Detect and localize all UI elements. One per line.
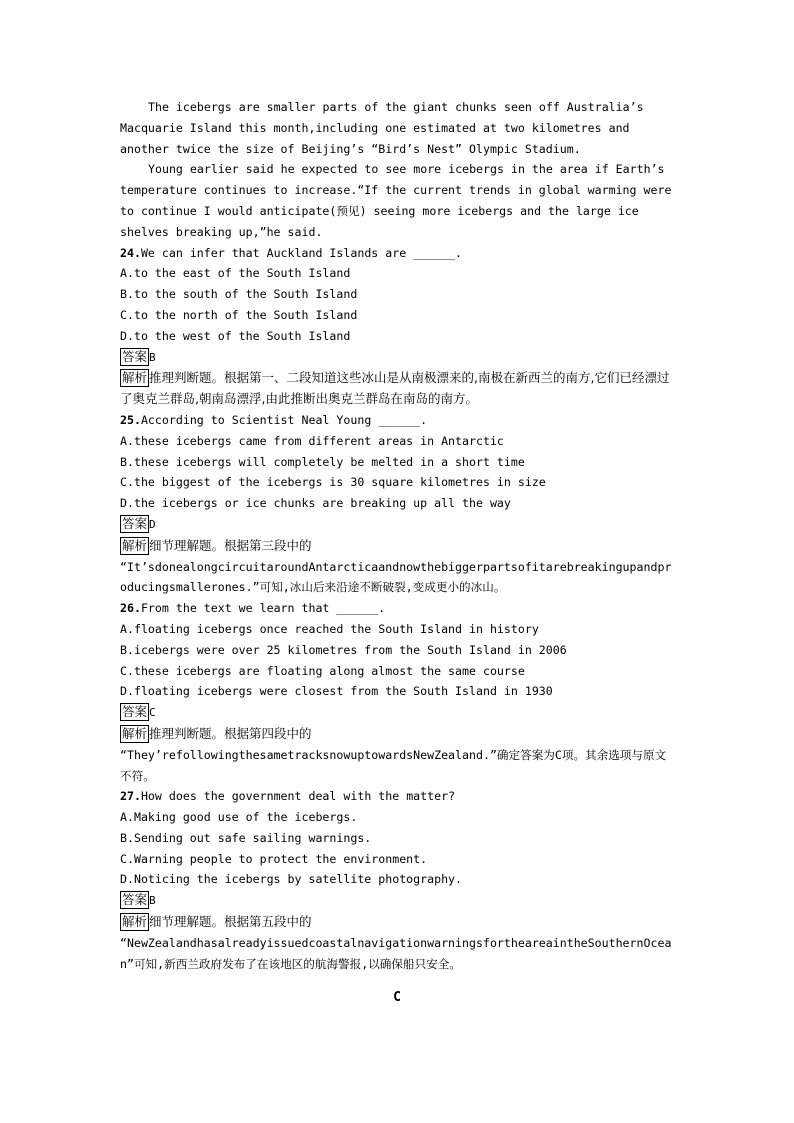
question-number: 27. (120, 789, 141, 804)
question-26 (120, 598, 676, 786)
answer-label: 答案 (122, 704, 148, 720)
answer-value: B (149, 350, 156, 364)
option-c: C.the biggest of the icebergs is 30 square kilometres in size (120, 475, 546, 490)
option-d: D.to the west of the South Island (120, 328, 351, 343)
passage-paragraph-1: The icebergs are smaller parts of the giant chunks seen off Australia’s Macquarie Island this month,including one estimated at two kilometres and another twice the size of Beijing’s “Bird’s Nest” Olympic Stadium. (120, 100, 644, 156)
option-b: B.icebergs were over 25 kilometres from the South Island in 2006 (120, 642, 567, 657)
analysis-label: 解析 (122, 537, 148, 553)
question-27 (120, 786, 676, 974)
question-stem: 25.According to Scientist Neal Young ______. (120, 412, 428, 427)
option-b: B.Sending out safe sailing warnings. (120, 830, 372, 845)
analysis-label: 解析 (122, 725, 148, 741)
analysis-quote: “It’sdonealongcircuitaroundAntarcticaandnowthebiggerpartsofitarebreakingupandproducingsmallerones.”可知,冰山后来沿途不断破裂,变成更小的冰山。 (120, 559, 672, 595)
analysis-quote: “They’refollowingthesametracksnowuptowardsNewZealand.”确定答案为C项。其余选项与原文不符。 (120, 747, 667, 783)
analysis-label: 解析 (122, 370, 148, 386)
analysis-text: 解析 细节理解题。根据第三段中的 (122, 537, 312, 553)
option-a: A.floating icebergs once reached the South Island in history (120, 621, 539, 636)
answer-label: 答案 (122, 348, 148, 364)
question-24 (120, 243, 676, 410)
answer-line (120, 347, 676, 369)
option-c: C.to the north of the South Island (120, 307, 358, 322)
answer-value: C (149, 706, 156, 720)
question-25 (120, 410, 676, 598)
option-d: D.the icebergs or ice chunks are breaking up all the way (120, 496, 511, 511)
option-d: D.Noticing the icebergs by satellite photography. (120, 872, 463, 887)
option-b: B.to the south of the South Island (120, 287, 358, 302)
option-c: C.these icebergs are floating along almost the same course (120, 663, 525, 678)
section-letter: C (393, 990, 401, 1005)
passage-paragraph-2: Young earlier said he expected to see more icebergs in the area if Earth’s temperature continues to increase.“If the current trends in global warming were to continue I would anticipate(预见) seeing more icebergs and the large ice shelves breaking up,”he said. (120, 162, 672, 239)
answer-line (120, 890, 676, 912)
question-stem: 24.We can infer that Auckland Islands are ______. (120, 245, 463, 260)
option-a: A.these icebergs came from different areas in Antarctic (120, 433, 504, 448)
question-stem: 27.How does the government deal with the matter? (120, 789, 456, 804)
answer-value: D (149, 517, 156, 531)
answer-label: 答案 (122, 515, 148, 531)
analysis-label: 解析 (122, 914, 148, 930)
answer-label: 答案 (122, 892, 148, 908)
question-number: 24. (120, 245, 141, 260)
answer-line (120, 514, 676, 536)
option-a: A.to the east of the South Island (120, 266, 351, 281)
question-stem: 26.From the text we learn that ______. (120, 601, 386, 616)
option-d: D.floating icebergs were closest from the South Island in 1930 (120, 684, 553, 699)
option-c: C.Warning people to protect the environment. (120, 851, 428, 866)
answer-value: B (149, 894, 156, 908)
analysis-text: 解析 推理判断题。根据第一、二段知道这些冰山是从南极漂来的,南极在新西兰的南方,它们已经漂过了奥克兰群岛,朝南岛漂浮,由此推断出奥克兰群岛在南岛的南方。 (120, 370, 670, 407)
question-number: 25. (120, 412, 141, 427)
analysis-text: 解析 细节理解题。根据第五段中的 (122, 914, 312, 930)
document-body (120, 97, 676, 974)
option-a: A.Making good use of the icebergs. (120, 810, 358, 825)
analysis-text: 解析 推理判断题。根据第四段中的 (122, 725, 312, 741)
analysis-quote: “NewZealandhasalreadyissuedcoastalnavigationwarningsfortheareaintheSouthernOcean”可知,新西兰政府发布了在该地区的航海警报,以确保船只安全。 (120, 935, 672, 971)
question-number: 26. (120, 601, 141, 616)
answer-line (120, 702, 676, 724)
option-b: B.these icebergs will completely be melted in a short time (120, 454, 525, 469)
